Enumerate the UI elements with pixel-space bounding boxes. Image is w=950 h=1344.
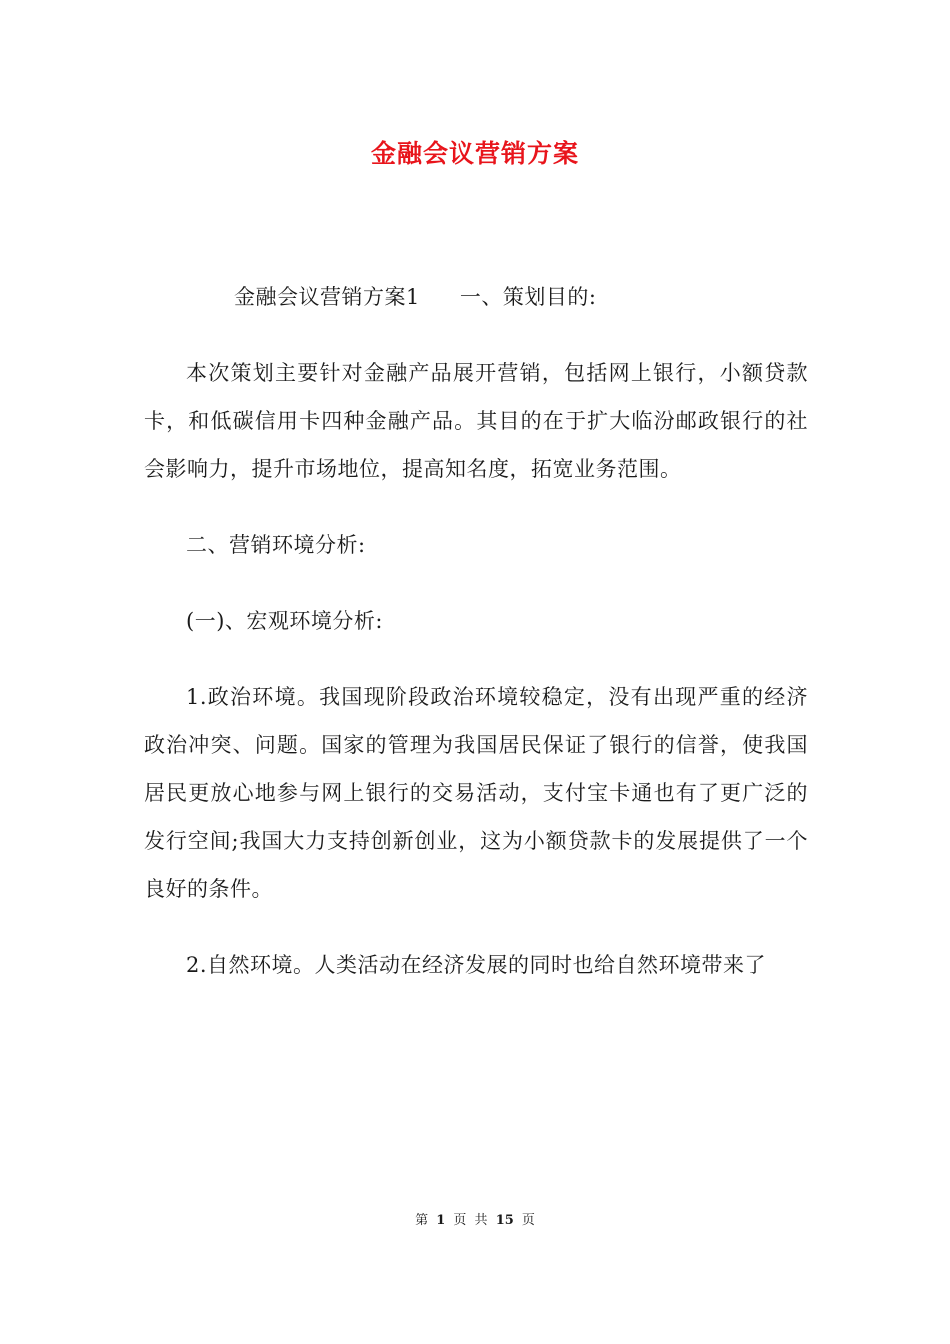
section-heading-right: 一、策划目的: [459, 285, 597, 309]
footer-suffix: 页 [521, 1213, 535, 1228]
section-heading-left: 金融会议营销方案1 [234, 285, 420, 309]
paragraph: 1.政治环境。我国现阶段政治环境较稳定，没有出现严重的经济政治冲突、问题。国家的管理为我国居民保证了银行的信誉，使我国居民更放心地参与网上银行的交易活动，支付宝卡通也有了更广泛的发行空间;我国大力支持创新创业，这为小额贷款卡的发展提供了一个良好的条件。 [144, 685, 808, 901]
paragraph: 二、营销环境分析: [186, 533, 366, 557]
paragraph: (一)、宏观环境分析: [186, 609, 383, 633]
paragraph-intro-heading [144, 273, 808, 321]
paragraph: 2.自然环境。人类活动在经济发展的同时也给自然环境带来了 [186, 953, 767, 977]
footer-middle: 页 共 [453, 1213, 488, 1228]
document-body [144, 273, 808, 1017]
footer-total-pages: 15 [495, 1213, 514, 1228]
footer-page-number: 1 [436, 1213, 446, 1228]
page-footer [0, 1209, 950, 1228]
paragraph: 本次策划主要针对金融产品展开营销，包括网上银行，小额贷款卡，和低碳信用卡四种金融产品。其目的在于扩大临汾邮政银行的社会影响力，提升市场地位，提高知名度，拓宽业务范围。 [144, 361, 808, 481]
document-title: 金融会议营销方案 [370, 139, 579, 168]
footer-prefix: 第 [415, 1213, 429, 1228]
